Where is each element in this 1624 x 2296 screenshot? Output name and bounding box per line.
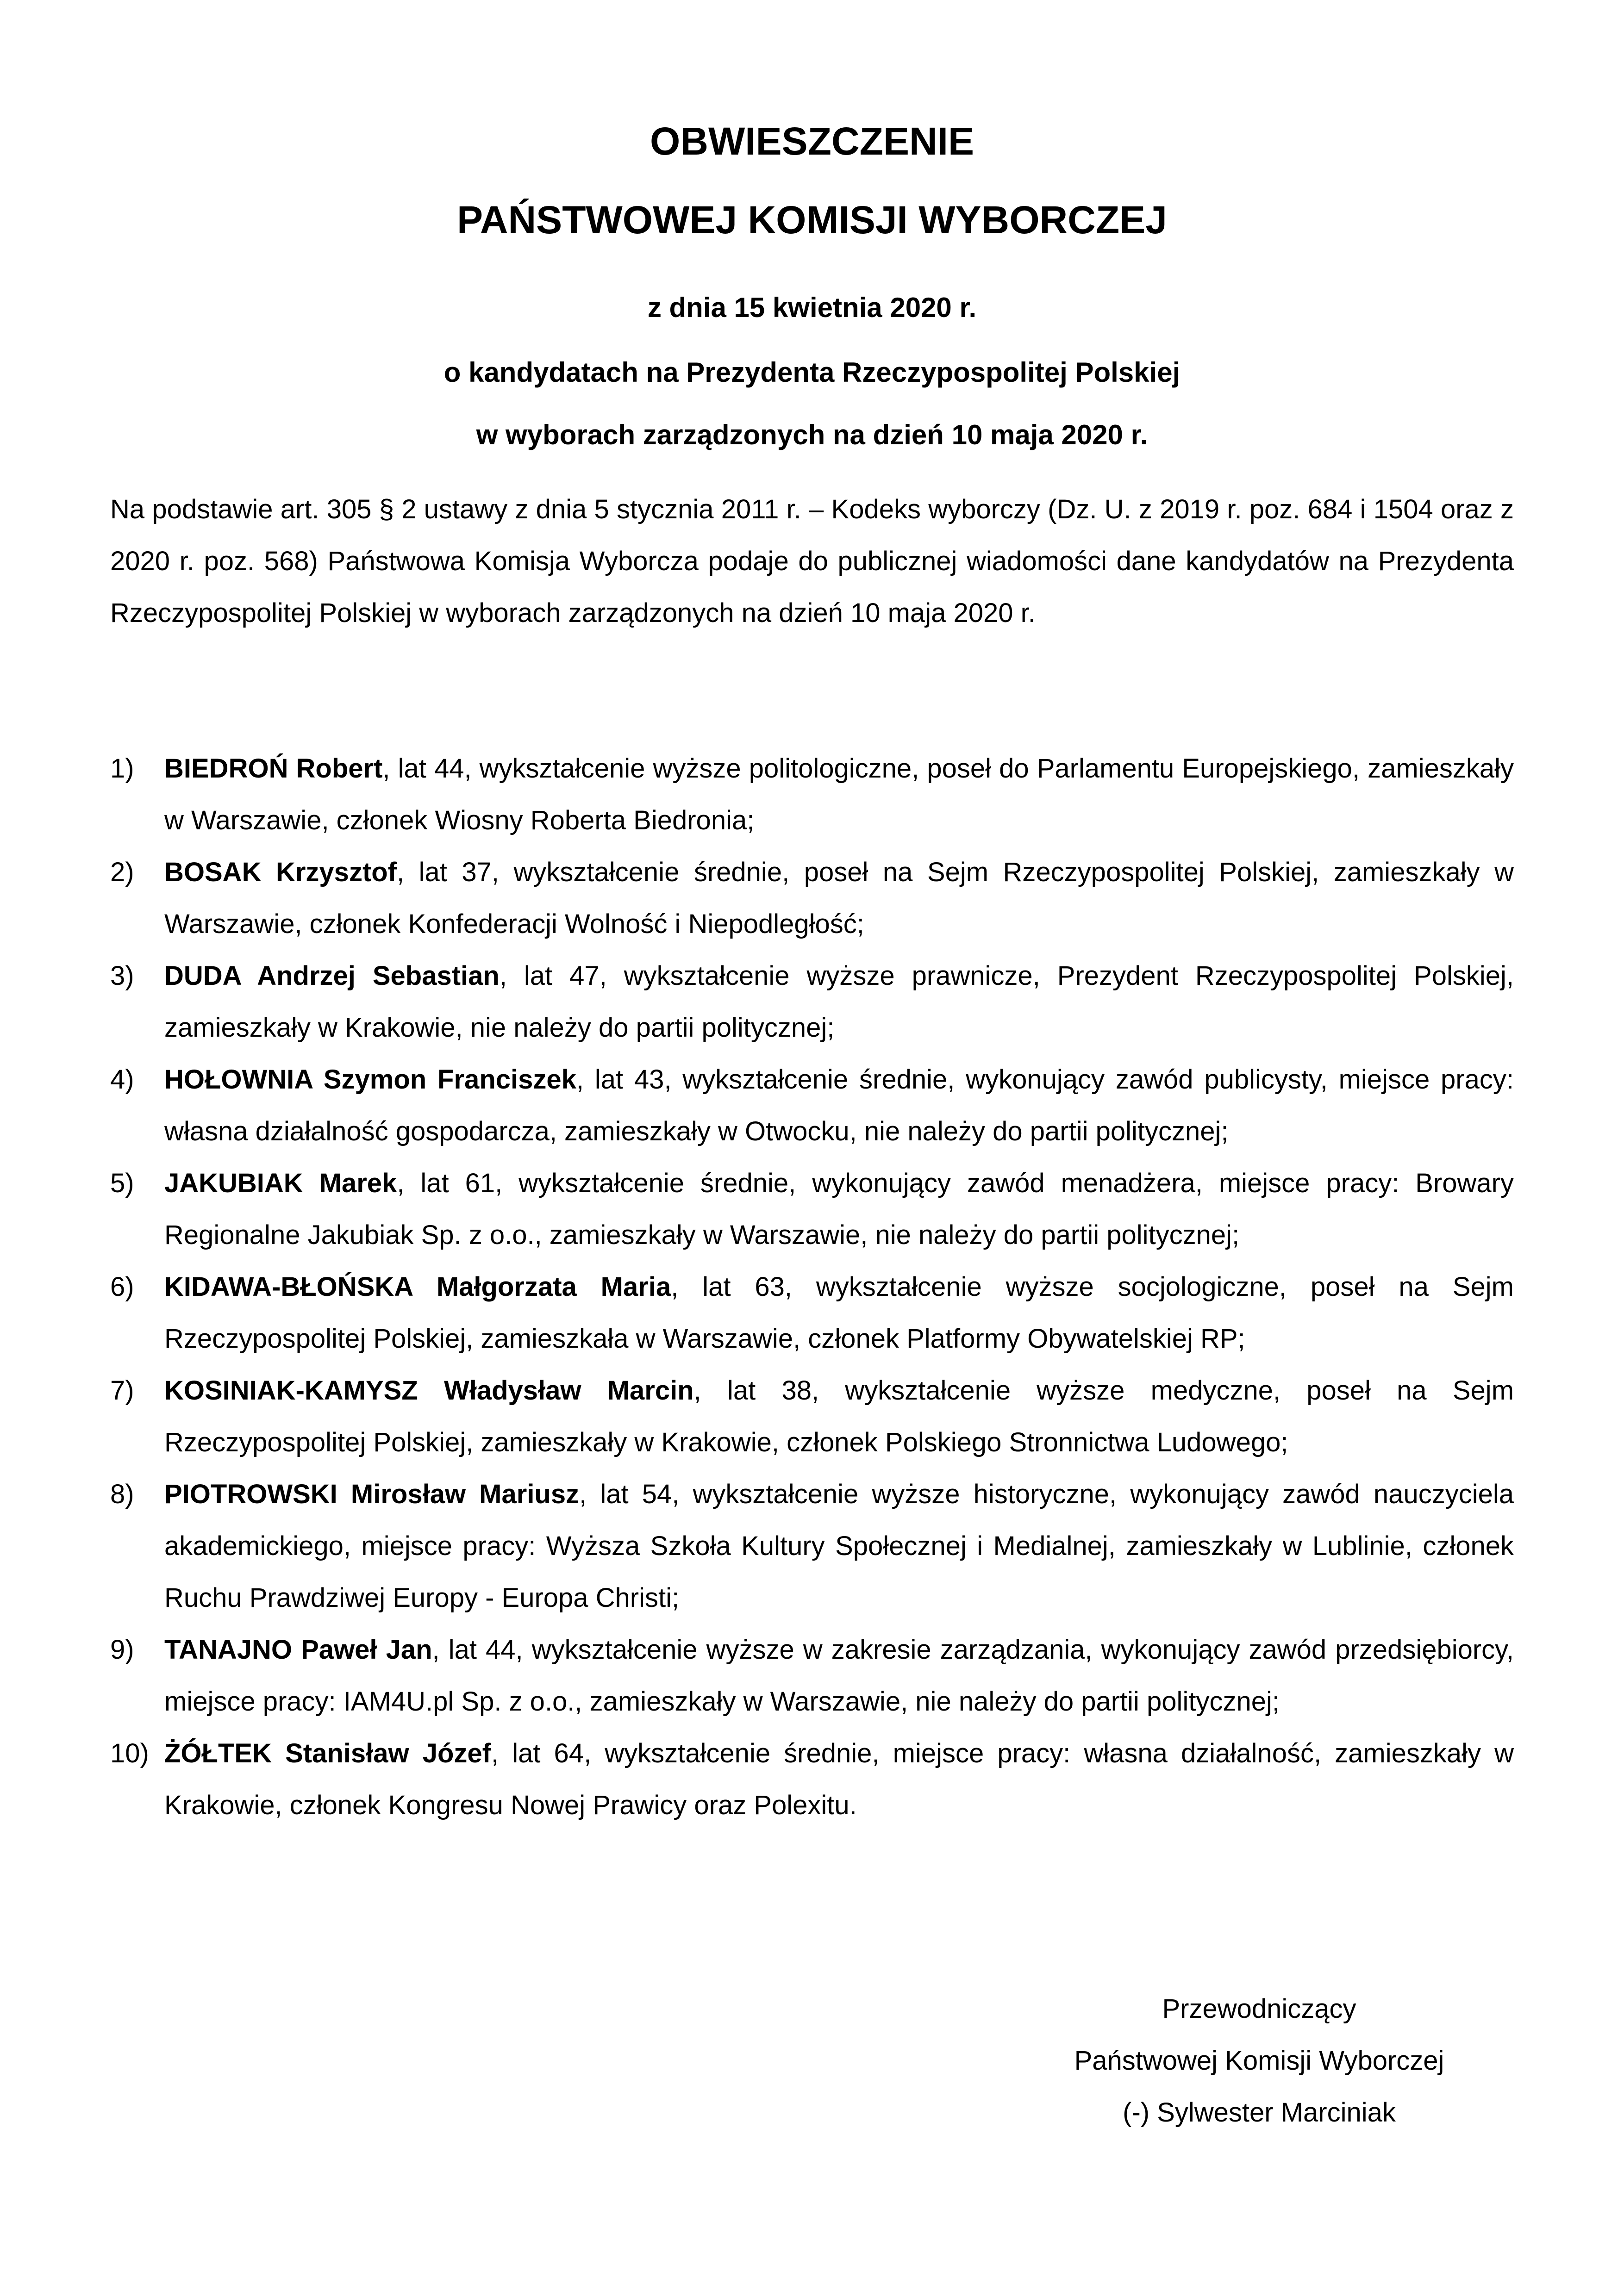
candidate-details: , lat 47, wykształcenie wyższe prawnicze, Prezydent Rzeczypospolitej Polskiej, zamieszkały w Krakowie, nie należy do partii politycznej; — [164, 961, 1514, 1043]
candidate-number: 7) — [110, 1375, 134, 1406]
candidate-name: ŻÓŁTEK Stanisław Józef — [164, 1738, 491, 1768]
candidate-name: PIOTROWSKI Mirosław Mariusz — [164, 1479, 580, 1509]
candidate-number: 10) — [110, 1738, 149, 1768]
candidate-item — [110, 1624, 1514, 1728]
candidate-name: BOSAK Krzysztof — [164, 857, 397, 887]
intro-paragraph: Na podstawie art. 305 § 2 ustawy z dnia 5 stycznia 2011 r. – Kodeks wyborczy (Dz. U. z 2019 r. poz. 684 i 1504 oraz z 2020 r. poz. 568) Państwowa Komisja Wyborcza podaje do publicznej wiadomości dane kandydatów na Prezydenta Rzeczypospolitej Polskiej w wyborach zarządzonych na dzień 10 maja 2020 r. — [110, 494, 1514, 628]
candidate-item — [110, 1054, 1514, 1157]
signature-name: (-) Sylwester Marciniak — [1123, 2097, 1396, 2128]
candidate-item — [110, 1365, 1514, 1468]
candidate-item — [110, 1468, 1514, 1624]
candidate-name: KIDAWA-BŁOŃSKA Małgorzata Maria — [164, 1272, 671, 1302]
candidate-number: 1) — [110, 753, 134, 784]
document-date: z dnia 15 kwietnia 2020 r. — [647, 292, 977, 323]
candidate-details: , lat 44, wykształcenie wyższe politologiczne, poseł do Parlamentu Europejskiego, zamieszkały w Warszawie, członek Wiosny Roberta Biedronia; — [164, 753, 1514, 835]
candidate-name: JAKUBIAK Marek — [164, 1168, 397, 1198]
candidate-number: 9) — [110, 1635, 134, 1665]
candidate-number: 8) — [110, 1479, 134, 1509]
candidate-details: , lat 38, wykształcenie wyższe medyczne, poseł na Sejm Rzeczypospolitej Polskiej, zamieszkały w Krakowie, członek Polskiego Stronnictwa Ludowego; — [164, 1375, 1514, 1457]
candidate-number: 5) — [110, 1168, 134, 1198]
candidate-item — [110, 950, 1514, 1054]
candidate-number: 6) — [110, 1272, 134, 1302]
candidate-details: , lat 37, wykształcenie średnie, poseł na Sejm Rzeczypospolitej Polskiej, zamieszkały w Warszawie, członek Konfederacji Wolność i Niepodległość; — [164, 857, 1514, 939]
candidate-name: KOSINIAK-KAMYSZ Władysław Marcin — [164, 1375, 694, 1406]
issuing-authority: PAŃSTWOWEJ KOMISJI WYBORCZEJ — [457, 198, 1167, 242]
candidate-name: HOŁOWNIA Szymon Franciszek — [164, 1064, 576, 1095]
candidate-name: DUDA Andrzej Sebastian — [164, 961, 500, 991]
candidate-details: , lat 44, wykształcenie wyższe w zakresie zarządzania, wykonujący zawód przedsiębiorcy, miejsce pracy: IAM4U.pl Sp. z o.o., zamieszkały w Warszawie, nie należy do partii politycznej; — [164, 1635, 1514, 1717]
candidate-details: , lat 43, wykształcenie średnie, wykonujący zawód publicysty, miejsce pracy: własna działalność gospodarcza, zamieszkały w Otwocku, nie należy do partii politycznej; — [164, 1064, 1514, 1146]
candidate-name: BIEDROŃ Robert — [164, 753, 383, 784]
candidate-item — [110, 1157, 1514, 1261]
candidate-number: 3) — [110, 961, 134, 991]
candidate-item — [110, 743, 1514, 846]
candidate-details: , lat 54, wykształcenie wyższe historyczne, wykonujący zawód nauczyciela akademickiego, miejsce pracy: Wyższa Szkoła Kultury Społecznej i Medialnej, zamieszkały w Lublinie, członek Ruchu Prawdziwej Europy - Europa Christi; — [164, 1479, 1514, 1613]
candidate-name: TANAJNO Paweł Jan — [164, 1635, 432, 1665]
candidate-list — [110, 743, 1514, 1831]
candidate-item — [110, 1728, 1514, 1831]
candidate-details: , lat 63, wykształcenie wyższe socjologiczne, poseł na Sejm Rzeczypospolitej Polskiej, zamieszkała w Warszawie, członek Platformy Obywatelskiej RP; — [164, 1272, 1514, 1354]
document-title: OBWIESZCZENIE — [650, 119, 974, 163]
signature-body: Państwowej Komisji Wyborczej — [1074, 2046, 1444, 2076]
candidate-number: 4) — [110, 1064, 134, 1095]
candidate-item — [110, 846, 1514, 950]
candidate-details: , lat 64, wykształcenie średnie, miejsce pracy: własna działalność, zamieszkały w Krakowie, członek Kongresu Nowej Prawicy oraz Polexitu. — [164, 1738, 1514, 1820]
candidate-details: , lat 61, wykształcenie średnie, wykonujący zawód menadżera, miejsce pracy: Browary Regionalne Jakubiak Sp. z o.o., zamieszkały w Warszawie, nie należy do partii politycznej; — [164, 1168, 1514, 1250]
document-subject: o kandydatach na Prezydenta Rzeczypospolitej Polskiej — [443, 357, 1181, 388]
candidate-item — [110, 1261, 1514, 1365]
election-date-line: w wyborach zarządzonych na dzień 10 maja 2020 r. — [476, 419, 1148, 450]
signature-role: Przewodniczący — [1162, 1994, 1356, 2024]
candidate-number: 2) — [110, 857, 134, 887]
